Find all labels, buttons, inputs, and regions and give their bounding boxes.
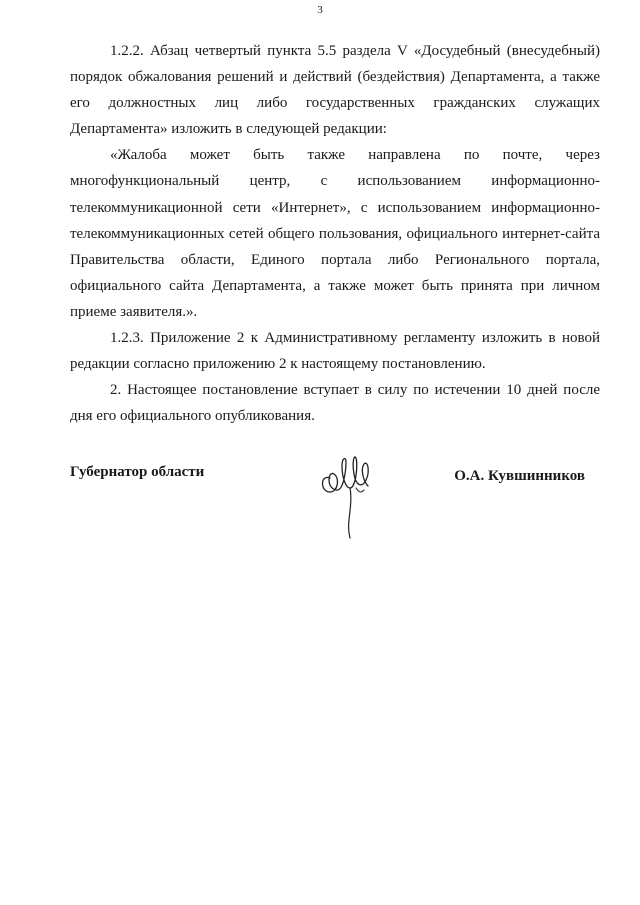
page-number: 3	[317, 4, 323, 16]
paragraph-2: 2. Настоящее постановление вступает в силу по истечении 10 дней после дня его официального опубликования.	[70, 382, 600, 425]
paragraph-quoted-complaint: «Жалоба может быть также направлена по почте, через многофункциональный центр, с использованием информационно-телекоммуникационной сети «Интернет», с использованием информационно-телекоммуникационных сетей общего пользования, официального интернет-сайта Правительства области, Единого портала либо Регионального портала, официального сайта Департамента, а также может быть принята при личном приеме заявителя.».	[70, 147, 600, 320]
handwritten-signature	[316, 448, 386, 540]
signatory-name: О.А. Кувшинников	[454, 468, 585, 484]
paragraph-1-2-3: 1.2.3. Приложение 2 к Административному регламенту изложить в новой редакции согласно приложению 2 к настоящему постановлению.	[70, 330, 600, 373]
signatory-title: Губернатор области	[70, 464, 205, 480]
paragraph-1-2-2: 1.2.2. Абзац четвертый пункта 5.5 раздела V «Досудебный (внесудебный) порядок обжалования решений и действий (бездействия) Департамента, а также его должностных лиц либо государственных гражданских служащих Департамента» изложить в следующей редакции:	[70, 43, 600, 138]
